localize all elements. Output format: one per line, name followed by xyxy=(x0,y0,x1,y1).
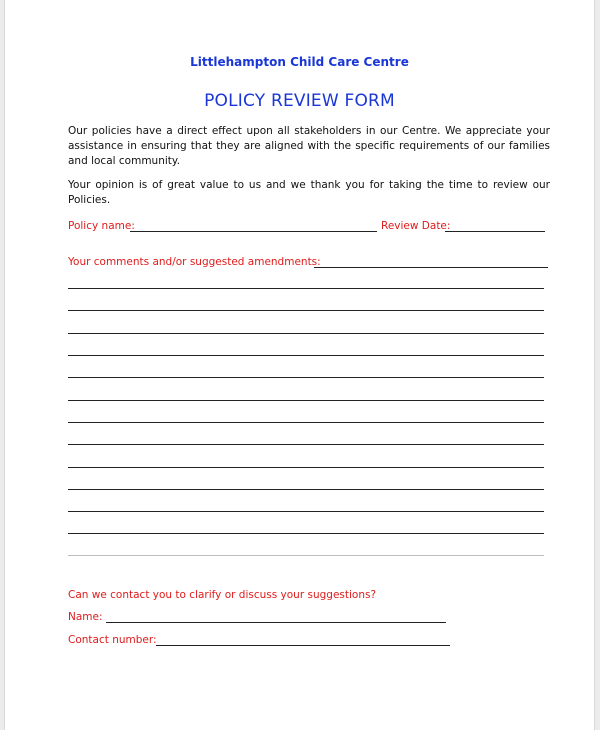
comment-line[interactable] xyxy=(68,310,544,311)
name-label: Name: xyxy=(68,611,103,623)
policy-name-field[interactable] xyxy=(130,231,377,232)
comment-line[interactable] xyxy=(68,288,544,289)
comment-line[interactable] xyxy=(68,444,544,445)
organization-name: Littlehampton Child Care Centre xyxy=(190,55,409,69)
contact-number-label: Contact number: xyxy=(68,634,157,646)
contact-question: Can we contact you to clarify or discuss your suggestions? xyxy=(68,589,377,601)
comment-line[interactable] xyxy=(68,467,544,468)
name-field[interactable] xyxy=(106,622,446,623)
contact-number-field[interactable] xyxy=(156,645,450,646)
comment-line[interactable] xyxy=(68,533,544,534)
review-date-label: Review Date: xyxy=(381,220,451,232)
intro-paragraph-1: Our policies have a direct effect upon all stakeholders in our Centre. We appreciate your assistance in ensuring that they are aligned with the specific requirements of our families and local community. xyxy=(68,125,550,167)
comment-line[interactable] xyxy=(68,377,544,378)
comment-line[interactable] xyxy=(68,355,544,356)
comments-first-line[interactable] xyxy=(314,267,548,268)
form-title: POLICY REVIEW FORM xyxy=(204,91,395,111)
comments-label: Your comments and/or suggested amendments: xyxy=(68,256,321,268)
document-page xyxy=(4,0,595,730)
review-date-field[interactable] xyxy=(445,231,545,232)
comment-line[interactable] xyxy=(68,555,544,556)
policy-name-label: Policy name: xyxy=(68,220,135,232)
intro-paragraph-2: Your opinion is of great value to us and we thank you for taking the time to review our Policies. xyxy=(68,179,550,206)
comment-line[interactable] xyxy=(68,511,544,512)
comment-line[interactable] xyxy=(68,333,544,334)
comment-line[interactable] xyxy=(68,400,544,401)
comment-line[interactable] xyxy=(68,422,544,423)
comment-line[interactable] xyxy=(68,489,544,490)
